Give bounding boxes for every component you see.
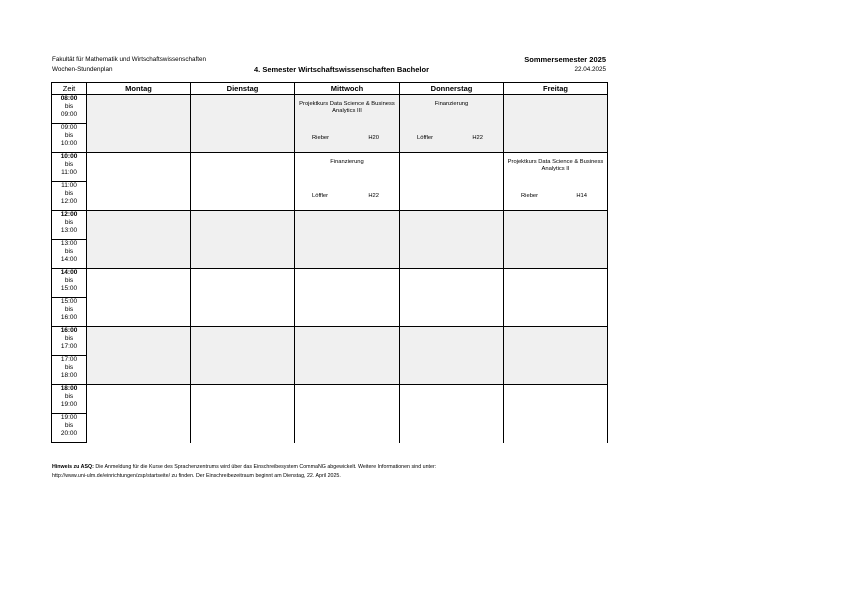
slot-mon-1600 xyxy=(87,327,191,385)
event-lecturer: Löffler xyxy=(312,193,329,199)
header-day-mittwoch: Mittwoch xyxy=(295,83,400,95)
note-label: Hinweis zu ASQ: xyxy=(52,464,94,470)
time-slot: 12:00 bis 13:00 xyxy=(52,211,87,240)
event-title: Projektkurs Data Science & Business Analytics II xyxy=(507,159,604,172)
slot-mon-1800 xyxy=(87,385,191,443)
event-lecturer: Löffler xyxy=(417,135,434,141)
program-title: 4. Semester Wirtschaftswissenschaften Bachelor xyxy=(254,65,430,74)
slot-fri-1800 xyxy=(504,385,608,443)
timetable xyxy=(51,82,608,443)
slot-thu-1600 xyxy=(400,327,504,385)
table-row xyxy=(52,153,608,182)
table-row xyxy=(52,327,608,356)
event-projektkurs-iii[interactable] xyxy=(295,95,399,152)
table-row xyxy=(52,269,608,298)
slot-thu-1400 xyxy=(400,269,504,327)
semester-label: Sommersemester 2025 xyxy=(524,55,606,64)
time-slot: 19:00 bis 20:00 xyxy=(52,414,87,443)
event-room: H22 xyxy=(472,135,483,141)
asq-note xyxy=(52,463,612,481)
date-label: 22.04.2025 xyxy=(574,66,606,73)
slot-thu-1800 xyxy=(400,385,504,443)
time-slot: 09:00 bis 10:00 xyxy=(52,124,87,153)
slot-tue-1400 xyxy=(191,269,295,327)
event-lecturer: Rieber xyxy=(312,135,330,141)
time-slot: 18:00 bis 19:00 xyxy=(52,385,87,414)
event-title: Projektkurs Data Science & Business Analytics III xyxy=(299,101,395,114)
event-finanzierung-thu[interactable] xyxy=(400,95,503,152)
header-day-montag: Montag xyxy=(87,83,191,95)
slot-tue-1600 xyxy=(191,327,295,385)
slot-wed-1600 xyxy=(295,327,400,385)
event-finanzierung-wed[interactable] xyxy=(295,153,399,210)
event-room: H14 xyxy=(576,193,587,199)
time-slot: 08:00 bis 09:00 xyxy=(52,95,87,124)
slot-thu-1000 xyxy=(400,153,504,211)
slot-fri-1000 xyxy=(504,153,608,211)
slot-tue-1200 xyxy=(191,211,295,269)
slot-fri-1200 xyxy=(504,211,608,269)
slot-wed-1800 xyxy=(295,385,400,443)
table-header-row xyxy=(52,83,608,95)
header-day-donnerstag: Donnerstag xyxy=(400,83,504,95)
slot-wed-1400 xyxy=(295,269,400,327)
table-row xyxy=(52,211,608,240)
slot-thu-1200 xyxy=(400,211,504,269)
slot-fri-1400 xyxy=(504,269,608,327)
faculty-name: Fakultät für Mathematik und Wirtschaftswissenschaften xyxy=(52,56,206,63)
slot-fri-0800 xyxy=(504,95,608,153)
event-title: Finanzierung xyxy=(330,159,364,165)
event-projektkurs-ii[interactable] xyxy=(504,153,607,210)
header-day-dienstag: Dienstag xyxy=(191,83,295,95)
slot-wed-1200 xyxy=(295,211,400,269)
time-slot: 11:00 bis 12:00 xyxy=(52,182,87,211)
plan-type: Wochen-Stundenplan xyxy=(52,66,113,73)
slot-mon-0800 xyxy=(87,95,191,153)
time-slot: 17:00 bis 18:00 xyxy=(52,356,87,385)
slot-mon-1000 xyxy=(87,153,191,211)
slot-thu-0800 xyxy=(400,95,504,153)
slot-fri-1600 xyxy=(504,327,608,385)
slot-wed-0800 xyxy=(295,95,400,153)
slot-tue-0800 xyxy=(191,95,295,153)
time-slot: 15:00 bis 16:00 xyxy=(52,298,87,327)
event-room: H20 xyxy=(368,135,379,141)
event-title: Finanzierung xyxy=(434,101,469,107)
event-lecturer: Rieber xyxy=(521,193,539,199)
note-text: Die Anmeldung für die Kurse des Sprachenzentrums wird über das Einschreibesystem CommaNG abgewickelt. Weitere Informationen sind unter: xyxy=(95,464,437,470)
slot-wed-1000 xyxy=(295,153,400,211)
time-slot: 10:00 bis 11:00 xyxy=(52,153,87,182)
slot-mon-1400 xyxy=(87,269,191,327)
note-link-text[interactable]: http://www.uni-ulm.de/einrichtungen/zsp/startseite/ zu finden. Der Einschreibezeitraum beginnt am Dienstag, 22. April 2025. xyxy=(52,473,341,479)
slot-tue-1000 xyxy=(191,153,295,211)
table-row xyxy=(52,385,608,414)
header-zeit: Zeit xyxy=(52,83,87,95)
event-room: H22 xyxy=(368,193,379,199)
slot-tue-1800 xyxy=(191,385,295,443)
table-row xyxy=(52,95,608,124)
time-slot: 13:00 bis 14:00 xyxy=(52,240,87,269)
slot-mon-1200 xyxy=(87,211,191,269)
header-day-freitag: Freitag xyxy=(504,83,608,95)
time-slot: 16:00 bis 17:00 xyxy=(52,327,87,356)
time-slot: 14:00 bis 15:00 xyxy=(52,269,87,298)
